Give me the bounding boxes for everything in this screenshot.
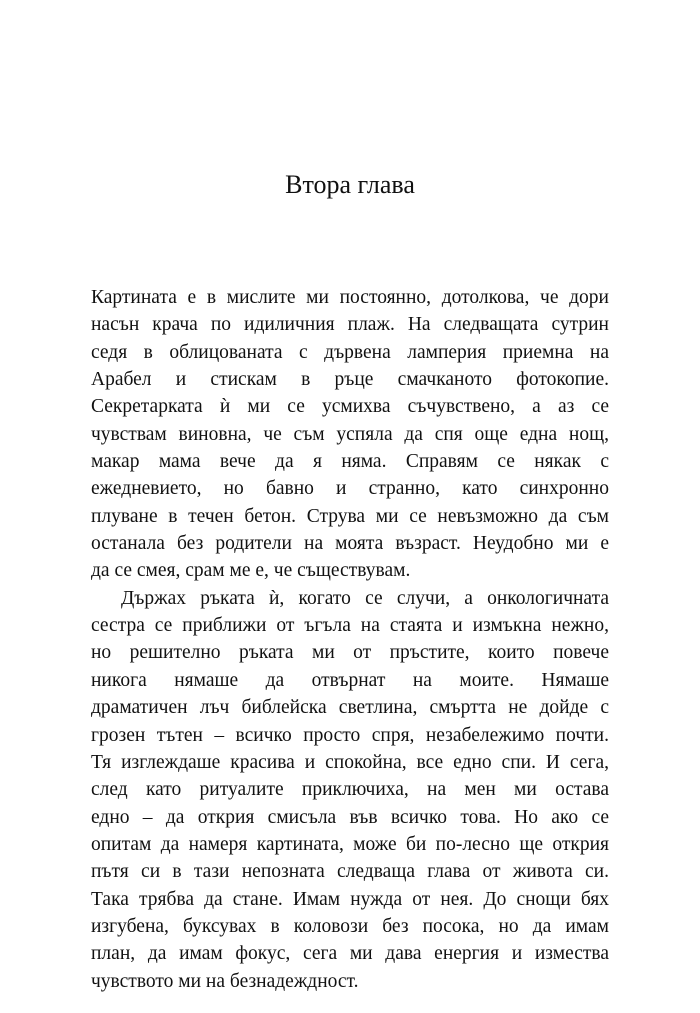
text-line: Секретарката ѝ ми се усмихва съчувствено, а аз се: [91, 396, 609, 418]
text-line: да се смея, срам ме е, че съществувам.: [91, 560, 411, 582]
text-line: плуване в течен бетон. Струва ми се невъзможно да съм: [91, 505, 609, 527]
text-line: драматичен лъч библейска светлина, смъртта не дойде с: [91, 697, 609, 719]
paragraph-2: [91, 585, 609, 995]
text-line: чувството ми на безнадеждност.: [91, 970, 359, 992]
text-line: Държах ръката ѝ, когато се случи, а онкологичната: [121, 587, 609, 609]
text-line: Така трябва да стане. Имам нужда от нея. До снощи бях: [91, 888, 609, 910]
text-line: Тя изглеждаше красива и спокойна, все едно спи. И сега,: [91, 751, 609, 773]
text-line: чувствам виновна, че съм успяла да спя още една нощ,: [91, 423, 609, 445]
text-line: ежедневието, но бавно и странно, като синхронно: [91, 478, 609, 500]
text-line: останала без родители на моята възраст. Неудобно ми е: [91, 533, 609, 555]
text-line: пътя си в тази непозната следваща глава от живота си.: [91, 861, 609, 883]
text-line: макар мама вече да я няма. Справям се някак с: [91, 451, 609, 473]
text-line: никога нямаше да отвърнат на моите. Нямаше: [91, 669, 609, 691]
text-line: опитам да намеря картината, може би по-лесно ще открия: [91, 833, 609, 855]
text-line: седя в облицованата с дървена ламперия приемна на: [91, 341, 609, 363]
chapter-title: Втора глава: [285, 170, 415, 199]
chapter-body: [91, 284, 609, 995]
text-line: Картината е в мислите ми постоянно, дотолкова, че дори: [91, 287, 609, 308]
text-line: сестра се приближи от ъгъла на стаята и измъкна нежно,: [91, 615, 609, 637]
text-line: насън крача по идиличния плаж. На следващата сутрин: [91, 314, 609, 336]
text-line: изгубена, буксувах в коловози без посока, но да имам: [91, 915, 609, 937]
text-line: след като ритуалите приключиха, на мен ми остава: [91, 779, 609, 801]
text-line: Арабел и стискам в ръце смачканото фотокопие.: [91, 369, 609, 391]
paragraph-1: [91, 284, 609, 585]
text-line: едно – да открия смисъла във всичко това. Но ако се: [91, 806, 609, 828]
text-line: но решително ръката ми от пръстите, които повече: [91, 642, 609, 664]
text-line: план, да имам фокус, сега ми дава енергия и измества: [91, 943, 609, 965]
text-line: грозен тътен – всичко просто спря, незабележимо почти.: [91, 724, 609, 746]
